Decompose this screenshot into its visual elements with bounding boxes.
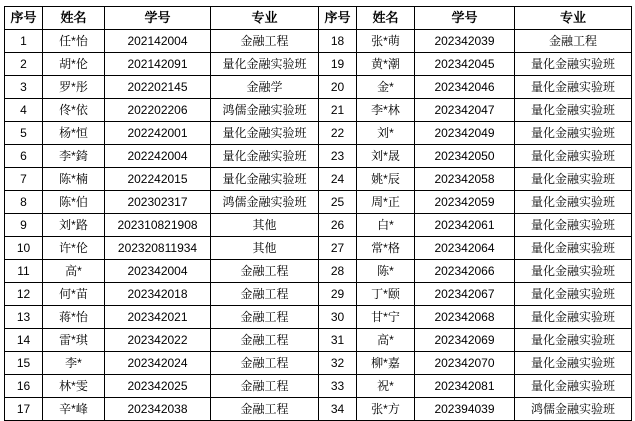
cell-major-right: 量化金融实验班 [515,122,632,145]
cell-name-right: 白* [357,214,415,237]
cell-id-right: 202342061 [415,214,515,237]
cell-seq-right: 31 [319,329,357,352]
cell-seq-right: 24 [319,168,357,191]
cell-id-left: 202202145 [105,76,211,99]
cell-seq-left: 13 [5,306,43,329]
cell-major-left: 金融工程 [211,329,319,352]
cell-seq-left: 3 [5,76,43,99]
cell-name-left: 李*錡 [43,145,105,168]
table-row [5,375,632,398]
student-roster-table [4,6,632,421]
cell-seq-left: 10 [5,237,43,260]
cell-name-right: 刘* [357,122,415,145]
cell-id-left: 202142091 [105,53,211,76]
cell-id-left: 202342018 [105,283,211,306]
cell-major-left: 量化金融实验班 [211,53,319,76]
cell-name-right: 张*萌 [357,30,415,53]
cell-name-left: 何*苗 [43,283,105,306]
cell-seq-right: 21 [319,99,357,122]
cell-id-left: 202342025 [105,375,211,398]
cell-id-right: 202342067 [415,283,515,306]
cell-major-left: 金融学 [211,76,319,99]
cell-major-right: 量化金融实验班 [515,76,632,99]
table-row [5,306,632,329]
cell-name-left: 林*雯 [43,375,105,398]
table-row [5,145,632,168]
cell-name-left: 高* [43,260,105,283]
cell-seq-left: 9 [5,214,43,237]
cell-id-left: 202202206 [105,99,211,122]
cell-seq-right: 20 [319,76,357,99]
cell-major-left: 其他 [211,214,319,237]
cell-name-left: 任*怡 [43,30,105,53]
table-row [5,122,632,145]
cell-seq-right: 25 [319,191,357,214]
table-row [5,329,632,352]
table-row [5,30,632,53]
cell-name-right: 周*正 [357,191,415,214]
cell-seq-left: 6 [5,145,43,168]
cell-id-left: 202342004 [105,260,211,283]
cell-major-left: 量化金融实验班 [211,168,319,191]
cell-name-left: 蒋*怡 [43,306,105,329]
table-body [5,30,632,421]
cell-id-right: 202342058 [415,168,515,191]
cell-seq-left: 16 [5,375,43,398]
cell-seq-left: 12 [5,283,43,306]
table-row [5,260,632,283]
cell-major-left: 其他 [211,237,319,260]
cell-seq-right: 27 [319,237,357,260]
cell-major-left: 金融工程 [211,30,319,53]
cell-id-right: 202342045 [415,53,515,76]
table-row [5,283,632,306]
cell-id-left: 202342024 [105,352,211,375]
cell-name-left: 杨*恒 [43,122,105,145]
cell-id-left: 202342038 [105,398,211,421]
cell-name-left: 佟*依 [43,99,105,122]
cell-name-right: 丁*颐 [357,283,415,306]
cell-name-right: 柳*嘉 [357,352,415,375]
cell-major-left: 金融工程 [211,283,319,306]
cell-major-left: 量化金融实验班 [211,122,319,145]
cell-name-left: 胡*伦 [43,53,105,76]
cell-major-right: 金融工程 [515,30,632,53]
cell-major-left: 金融工程 [211,306,319,329]
header-row [5,7,632,30]
header-major-left: 专业 [211,7,319,30]
cell-name-right: 张*方 [357,398,415,421]
cell-major-right: 量化金融实验班 [515,214,632,237]
cell-seq-left: 14 [5,329,43,352]
cell-id-right: 202342070 [415,352,515,375]
cell-seq-left: 1 [5,30,43,53]
cell-id-left: 202302317 [105,191,211,214]
cell-major-left: 金融工程 [211,260,319,283]
cell-name-right: 姚*辰 [357,168,415,191]
cell-seq-left: 15 [5,352,43,375]
cell-id-left: 202242004 [105,145,211,168]
header-name-left: 姓名 [43,7,105,30]
cell-id-left: 202342021 [105,306,211,329]
cell-id-left: 202142004 [105,30,211,53]
cell-id-right: 202342059 [415,191,515,214]
cell-id-right: 202342039 [415,30,515,53]
cell-major-right: 量化金融实验班 [515,352,632,375]
cell-id-right: 202394039 [415,398,515,421]
cell-major-right: 量化金融实验班 [515,168,632,191]
cell-id-right: 202342068 [415,306,515,329]
cell-major-left: 金融工程 [211,375,319,398]
cell-major-left: 金融工程 [211,352,319,375]
cell-major-left: 鸿儒金融实验班 [211,191,319,214]
table-row [5,99,632,122]
cell-id-left: 202310821908 [105,214,211,237]
cell-major-right: 量化金融实验班 [515,306,632,329]
cell-name-left: 陈*伯 [43,191,105,214]
cell-seq-left: 17 [5,398,43,421]
cell-seq-left: 5 [5,122,43,145]
cell-id-left: 202342022 [105,329,211,352]
cell-name-left: 刘*路 [43,214,105,237]
table-row [5,53,632,76]
table-row [5,352,632,375]
cell-seq-right: 22 [319,122,357,145]
cell-name-right: 陈* [357,260,415,283]
header-major-right: 专业 [515,7,632,30]
cell-name-left: 雷*琪 [43,329,105,352]
cell-major-right: 量化金融实验班 [515,375,632,398]
table-row [5,76,632,99]
header-seq-right: 序号 [319,7,357,30]
cell-id-right: 202342081 [415,375,515,398]
cell-name-right: 高* [357,329,415,352]
cell-major-right: 量化金融实验班 [515,237,632,260]
cell-name-right: 李*林 [357,99,415,122]
header-id-right: 学号 [415,7,515,30]
cell-id-right: 202342064 [415,237,515,260]
header-seq-left: 序号 [5,7,43,30]
cell-id-right: 202342066 [415,260,515,283]
cell-id-right: 202342050 [415,145,515,168]
cell-seq-right: 28 [319,260,357,283]
cell-seq-left: 8 [5,191,43,214]
cell-major-right: 量化金融实验班 [515,260,632,283]
table-row [5,191,632,214]
cell-name-right: 常*格 [357,237,415,260]
cell-major-right: 量化金融实验班 [515,53,632,76]
cell-id-right: 202342049 [415,122,515,145]
cell-name-right: 刘*晟 [357,145,415,168]
cell-seq-right: 34 [319,398,357,421]
cell-seq-left: 7 [5,168,43,191]
cell-seq-right: 29 [319,283,357,306]
table-row [5,398,632,421]
cell-major-left: 量化金融实验班 [211,145,319,168]
cell-major-right: 鸿儒金融实验班 [515,398,632,421]
cell-name-right: 金* [357,76,415,99]
cell-major-left: 鸿儒金融实验班 [211,99,319,122]
cell-seq-right: 18 [319,30,357,53]
table-row [5,237,632,260]
cell-id-right: 202342046 [415,76,515,99]
cell-seq-right: 23 [319,145,357,168]
cell-id-left: 202242015 [105,168,211,191]
cell-name-right: 甘*宁 [357,306,415,329]
cell-major-left: 金融工程 [211,398,319,421]
cell-name-right: 祝* [357,375,415,398]
header-name-right: 姓名 [357,7,415,30]
cell-major-right: 量化金融实验班 [515,191,632,214]
cell-seq-left: 2 [5,53,43,76]
cell-name-left: 李* [43,352,105,375]
cell-name-left: 许*伦 [43,237,105,260]
cell-major-right: 量化金融实验班 [515,99,632,122]
cell-name-left: 陈*楠 [43,168,105,191]
cell-id-left: 202320811934 [105,237,211,260]
cell-name-left: 辛*峰 [43,398,105,421]
cell-name-left: 罗*彤 [43,76,105,99]
cell-seq-right: 33 [319,375,357,398]
header-id-left: 学号 [105,7,211,30]
table-row [5,168,632,191]
cell-seq-left: 11 [5,260,43,283]
cell-name-right: 黄*潮 [357,53,415,76]
cell-seq-right: 32 [319,352,357,375]
table-row [5,214,632,237]
cell-id-left: 202242001 [105,122,211,145]
cell-id-right: 202342047 [415,99,515,122]
cell-major-right: 量化金融实验班 [515,145,632,168]
cell-major-right: 量化金融实验班 [515,283,632,306]
cell-seq-left: 4 [5,99,43,122]
cell-major-right: 量化金融实验班 [515,329,632,352]
cell-id-right: 202342069 [415,329,515,352]
cell-seq-right: 19 [319,53,357,76]
table-header [5,7,632,30]
cell-seq-right: 30 [319,306,357,329]
cell-seq-right: 26 [319,214,357,237]
